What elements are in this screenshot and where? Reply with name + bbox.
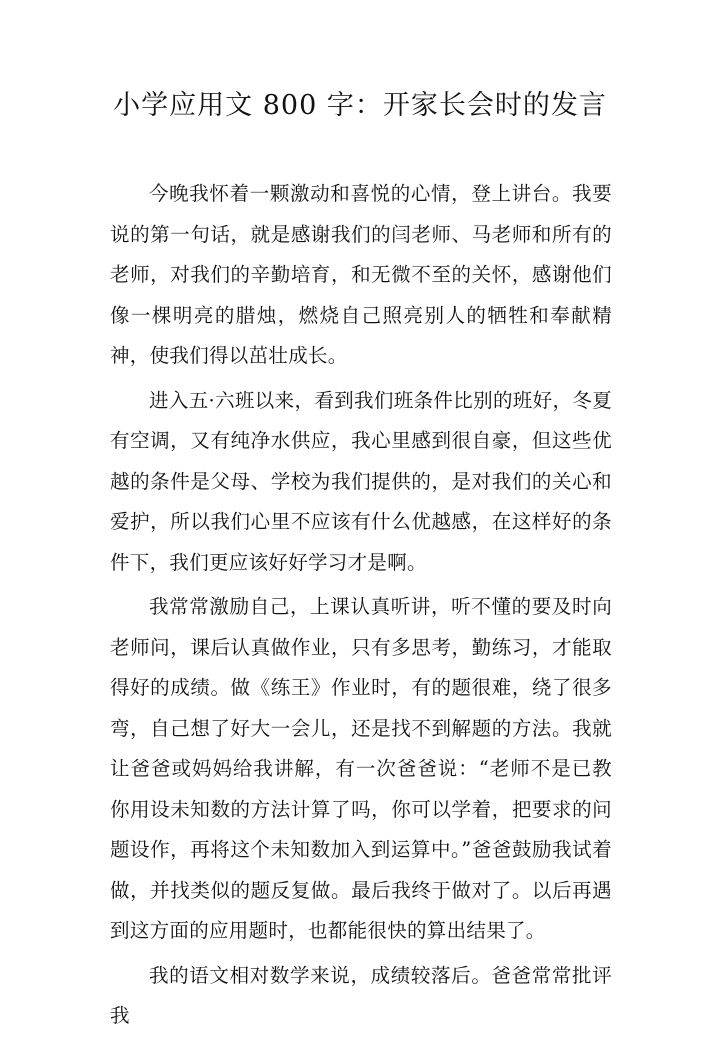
paragraph-2: 进入五·六班以来，看到我们班条件比别的班好，冬夏有空调，又有纯净水供应，我心里感到很自豪，但这些优越的条件是父母、学校为我们提供的，是对我们的关心和爱护，所以我们心里不应该有什么优越感，在这样好的条件下，我们更应该好好学习才是啊。 bbox=[110, 388, 612, 574]
paragraph-1: 今晚我怀着一颗激动和喜悦的心情，登上讲台。我要说的第一句话，就是感谢我们的闫老师、马老师和所有的老师，对我们的辛勤培育，和无微不至的关怀，感谢他们像一棵明亮的腊烛，燃烧自己照亮别人的牺牲和奉献精神，使我们得以茁壮成长。 bbox=[110, 182, 612, 367]
paragraph-3: 我常常激励自己，上课认真听讲，听不懂的要及时向老师问，课后认真做作业，只有多思考，勤练习，才能取得好的成绩。做《练王》作业时，有的题很难，绕了很多弯，自己想了好大一会儿，还是找不到解题的方法。我就让爸爸或妈妈给我讲解，有一次爸爸说：“老师不是已教你用设未知数的方法计算了吗，你可以学着，把要求的问题设作，再将这个未知数加入到运算中。”爸爸鼓励我试着做，并找类似的题反复做。最后我终于做对了。以后再遇到这方面的应用题时，也都能很快的算出结果了。 bbox=[110, 595, 612, 942]
document-title: 小学应用文 800 字：开家长会时的发言 bbox=[113, 90, 607, 121]
paragraph-4: 我的语文相对数学来说，成绩较落后。爸爸常常批评我 bbox=[110, 963, 612, 1027]
document-body bbox=[110, 174, 612, 1037]
